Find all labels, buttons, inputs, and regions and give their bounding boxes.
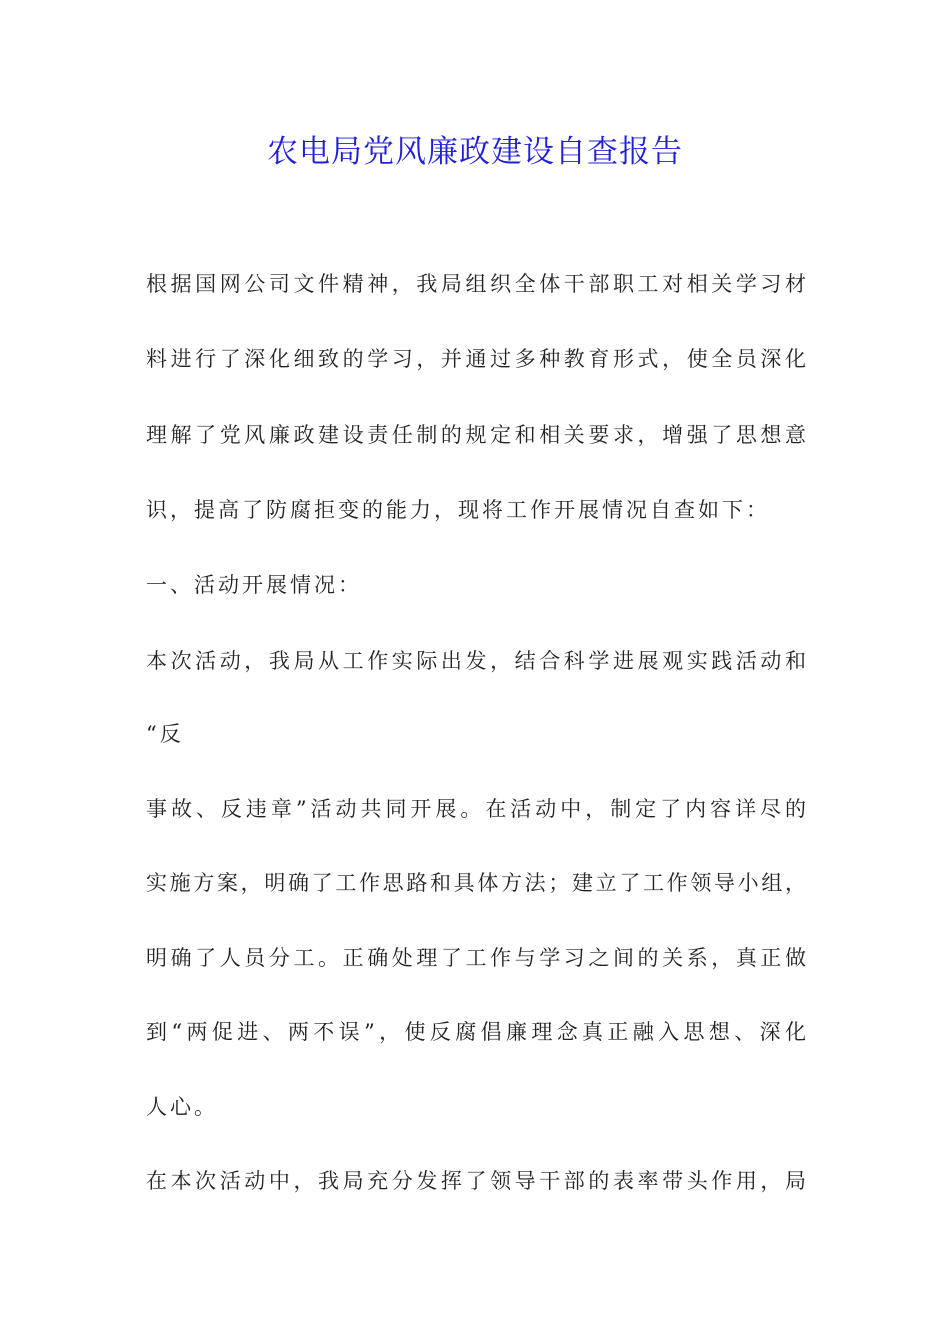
- body-line: 到“两促进、两不误”，使反腐倡廉理念真正融入思想、深化: [146, 1020, 806, 1044]
- body-line: 根据国网公司文件精神，我局组织全体干部职工对相关学习材: [146, 272, 806, 296]
- body-line: 人心。: [146, 1095, 218, 1119]
- body-line: “反: [146, 722, 184, 746]
- body-line: 本次活动，我局从工作实际出发，结合科学进展观实践活动和: [146, 649, 806, 673]
- body-line: 实施方案，明确了工作思路和具体方法；建立了工作领导小组，: [146, 871, 806, 895]
- body-line: 在本次活动中，我局充分发挥了领导干部的表率带头作用，局: [146, 1169, 806, 1193]
- body-line: 理解了党风廉政建设责任制的规定和相关要求，增强了思想意: [146, 423, 806, 447]
- body-line: 明确了人员分工。正确处理了工作与学习之间的关系，真正做: [146, 946, 806, 970]
- document-title: 农电局党风廉政建设自查报告: [267, 134, 683, 170]
- body-line: 识，提高了防腐拒变的能力，现将工作开展情况自查如下：: [146, 498, 770, 522]
- body-line: 事故、反违章”活动共同开展。在活动中，制定了内容详尽的: [146, 797, 806, 821]
- body-line: 料进行了深化细致的学习，并通过多种教育形式，使全员深化: [146, 347, 806, 371]
- section-heading: 一、活动开展情况：: [146, 573, 362, 597]
